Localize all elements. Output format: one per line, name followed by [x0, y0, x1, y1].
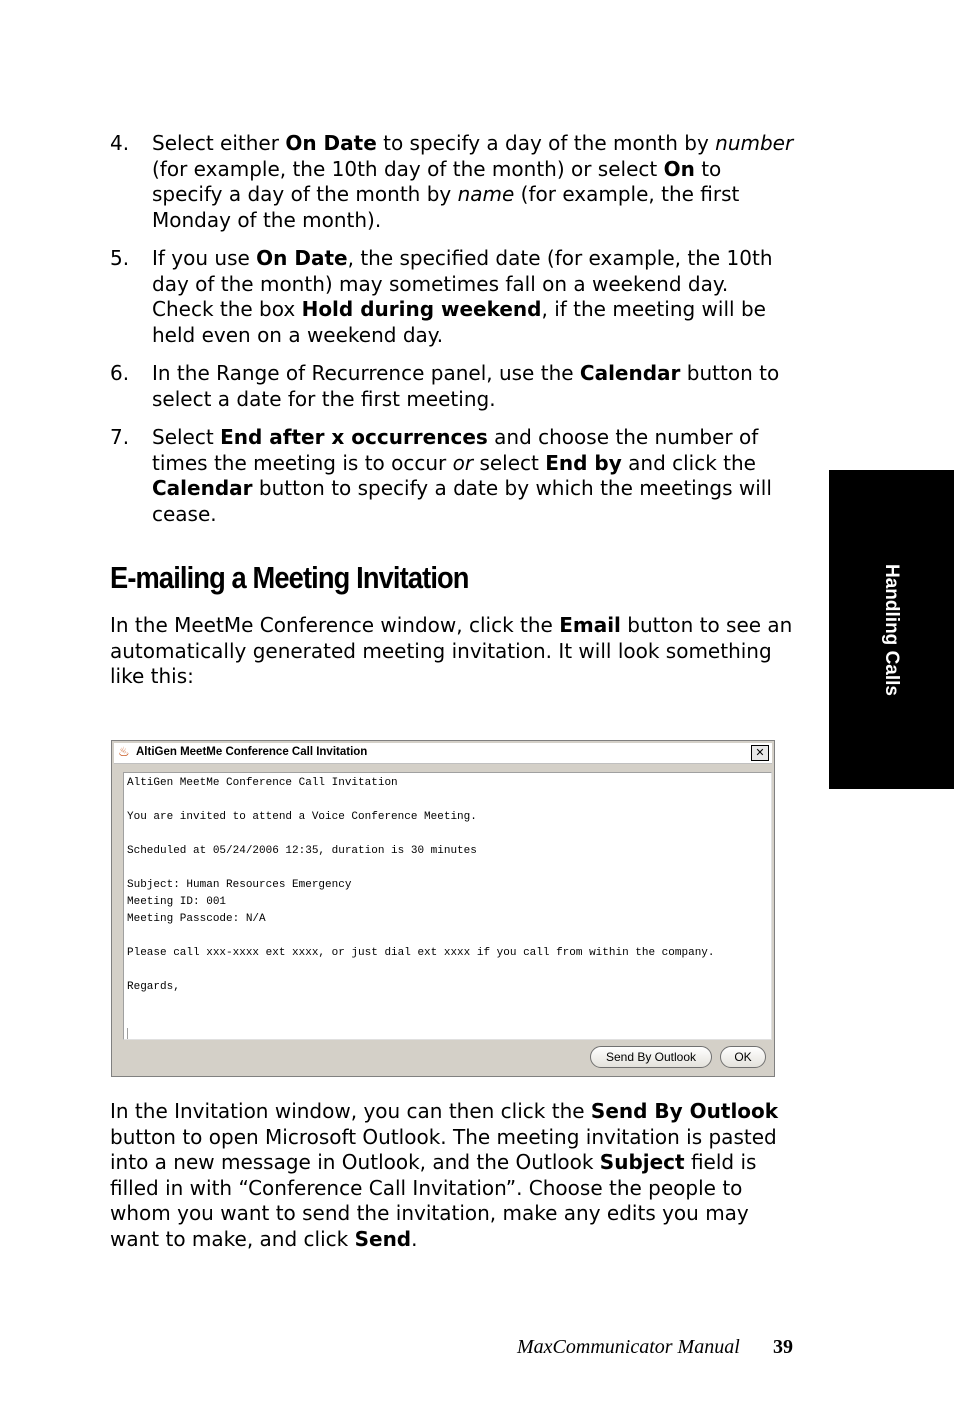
bold-term: On Date: [285, 131, 377, 155]
dialog-titlebar: [114, 743, 772, 764]
text-run: button to open Microsoft Outlook. The meeting invitation is pasted into a new message in Outlook, and the Outlook: [110, 1124, 777, 1174]
bold-term: Send: [354, 1226, 412, 1251]
step-text: [152, 425, 772, 526]
text-line: Meeting ID: 001: [127, 896, 227, 908]
close-button[interactable]: ✕: [751, 745, 769, 761]
text-run: In the Invitation window, you can then click the: [110, 1099, 591, 1123]
step-text: [152, 246, 773, 347]
after-paragraph: [110, 1099, 795, 1252]
step-text: [152, 131, 793, 232]
italic-term: name: [457, 182, 515, 206]
intro-paragraph: [110, 613, 795, 690]
bold-term: End after x occurrences: [220, 425, 488, 449]
text-run: button to select a date for the first meeting.: [152, 361, 780, 411]
italic-term: number: [715, 131, 794, 155]
text-line: Regards,: [127, 981, 180, 993]
text-caret: [127, 1028, 128, 1040]
bold-term: Calendar: [152, 476, 253, 500]
text-run: If you use: [152, 246, 257, 270]
bold-term: Email: [559, 613, 621, 637]
text-run: (for example, the first Monday of the month).: [152, 182, 740, 232]
text-run: In the MeetMe Conference window, click the: [110, 613, 560, 637]
text-run: to specify a day of the month by: [152, 156, 722, 206]
ok-button[interactable]: OK: [720, 1046, 766, 1068]
page-number: 39: [773, 1336, 793, 1358]
steps-list: [110, 131, 795, 540]
java-cup-icon: ♨: [118, 745, 130, 760]
text-run: In the Range of Recurrence panel, use the: [152, 361, 580, 385]
bold-term: On: [663, 156, 695, 181]
footer-manual-title: MaxCommunicator Manual: [517, 1336, 740, 1358]
text-run: button to specify a date by which the meetings will cease.: [152, 476, 772, 526]
text-line: AltiGen MeetMe Conference Call Invitation: [127, 777, 398, 789]
italic-term: or: [452, 450, 474, 475]
text-run: and click the: [621, 450, 756, 475]
chapter-tab-label: Handling Calls: [881, 564, 902, 696]
text-line: Meeting Passcode: N/A: [127, 913, 266, 925]
text-run: Select: [152, 425, 221, 449]
step-item: [110, 131, 795, 233]
text-line: You are invited to attend a Voice Conference Meeting.: [127, 811, 477, 823]
text-run: button to see an automatically generated meeting invitation. It will look something like this:: [110, 613, 793, 688]
step-number: 4.: [110, 131, 130, 155]
text-run: and choose the number of times the meeting is to occur: [152, 425, 759, 475]
step-item: [110, 361, 795, 412]
text-run: .: [411, 1226, 418, 1251]
text-run: , if the meeting will be held even on a weekend day.: [152, 297, 766, 347]
text-run: field is filled in with “Conference Call Invitation”. Choose the people to whom you want to send the invitation, make any edits you may want to make, and click: [110, 1150, 757, 1251]
text-run: to specify a day of the month by: [376, 131, 716, 155]
step-number: 5.: [110, 246, 130, 270]
bold-term: Send By Outlook: [590, 1099, 779, 1123]
text-line: Subject: Human Resources Emergency: [127, 879, 352, 891]
step-number: 7.: [110, 425, 130, 449]
step-number: 6.: [110, 361, 130, 385]
text-run: (for example, the 10th day of the month) or select: [152, 156, 664, 181]
bold-term: End by: [545, 450, 622, 475]
bold-term: Subject: [599, 1150, 685, 1174]
bold-term: On Date: [256, 246, 348, 270]
step-text: [152, 361, 779, 411]
bold-term: Hold during weekend: [301, 297, 542, 321]
text-run: Select either: [152, 131, 286, 155]
invitation-dialog: [111, 740, 775, 1077]
invitation-text-area[interactable]: [123, 772, 772, 1040]
text-run: select: [473, 450, 546, 475]
send-by-outlook-button[interactable]: Send By Outlook: [590, 1046, 712, 1068]
chapter-tab: [829, 470, 954, 789]
bold-term: Calendar: [579, 361, 681, 385]
text-line: Please call xxx-xxxx ext xxxx, or just dial ext xxxx if you call from within the company.: [127, 947, 715, 959]
text-line: Scheduled at 05/24/2006 12:35, duration is 30 minutes: [127, 845, 477, 857]
section-heading: E-mailing a Meeting Invitation: [110, 560, 469, 595]
text-run: , the specified date (for example, the 10th day of the month) may sometimes fall on a weekend day. Check the box: [152, 246, 773, 321]
dialog-title: AltiGen MeetMe Conference Call Invitation: [136, 746, 368, 758]
step-item: [110, 246, 795, 348]
step-item: [110, 425, 795, 527]
